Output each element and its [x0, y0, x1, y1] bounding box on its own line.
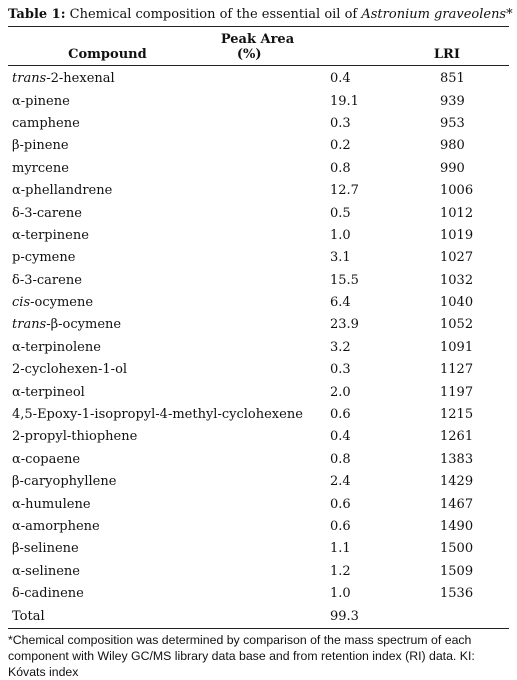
lri-cell: 1012 [440, 205, 474, 221]
compound-cell [8, 113, 330, 135]
table-row [8, 247, 509, 269]
compound-cell [8, 90, 330, 112]
peak-area-cell: 0.8 [330, 451, 351, 467]
lri-cell: 1006 [440, 183, 474, 199]
compound-cell [8, 561, 330, 583]
compound-cell [8, 359, 330, 381]
compound-cell [8, 605, 330, 627]
header-lri: LRI [433, 47, 460, 62]
peak-area-cell: 2.0 [330, 384, 351, 400]
table-row [8, 404, 509, 426]
header-peak-area [207, 27, 428, 65]
compound-name: -2-hexenal [46, 71, 115, 87]
lri-cell: 1127 [440, 362, 474, 378]
table-row [8, 225, 509, 247]
compound-name: myrcene [12, 160, 69, 176]
peak-area-cell: 1.2 [330, 563, 351, 579]
compound-name: α-terpinene [12, 227, 89, 243]
compound-prefix: cis [12, 295, 31, 311]
table-row [8, 538, 509, 560]
table-row [8, 202, 509, 224]
compound-cell [8, 225, 330, 247]
table-row [8, 337, 509, 359]
table-row [8, 449, 509, 471]
table-caption [8, 6, 513, 23]
compound-name: δ-3-carene [12, 205, 82, 221]
compound-cell [8, 404, 330, 426]
lri-cell: 1467 [440, 496, 474, 512]
peak-area-cell: 0.4 [330, 429, 351, 445]
compound-name: 2-cyclohexen-1-ol [12, 362, 128, 378]
lri-cell: 1019 [440, 227, 474, 243]
peak-area-cell: 12.7 [330, 183, 359, 199]
compound-cell [8, 337, 330, 359]
compound-name: α-terpineol [12, 384, 85, 400]
peak-area-cell: 3.1 [330, 250, 351, 266]
compound-prefix: trans [12, 317, 47, 333]
table-body [8, 66, 509, 628]
peak-area-cell: 99.3 [330, 608, 359, 624]
compound-name: β-selinene [12, 541, 79, 557]
peak-area-cell: 0.2 [330, 138, 351, 154]
lri-cell: 1215 [440, 407, 474, 423]
peak-area-cell: 0.5 [330, 205, 351, 221]
table-row [8, 270, 509, 292]
peak-area-cell: 0.3 [330, 362, 351, 378]
lri-cell: 1052 [440, 317, 474, 333]
compound-cell [8, 202, 330, 224]
compound-name: α-terpinolene [12, 339, 101, 355]
peak-area-cell: 1.0 [330, 586, 351, 602]
header-peak-area-line1: Peak Area [220, 32, 295, 47]
peak-area-cell: 0.3 [330, 115, 351, 131]
table-row [8, 66, 509, 90]
table-row [8, 426, 509, 448]
compound-cell [8, 247, 330, 269]
compound-cell [8, 493, 330, 515]
header-peak-area-line2: (%) [236, 47, 262, 62]
lri-cell: 1500 [440, 541, 474, 557]
compound-cell [8, 516, 330, 538]
peak-area-cell: 3.2 [330, 339, 351, 355]
compound-cell [8, 180, 330, 202]
table-row [8, 493, 509, 515]
compound-cell [8, 314, 330, 336]
lri-cell: 1509 [440, 563, 474, 579]
caption-text: Chemical composition of the essential oil of [65, 7, 362, 22]
compound-name: camphene [12, 115, 80, 131]
compound-name: α-selinene [12, 563, 80, 579]
compound-name: δ-cadinene [12, 586, 84, 602]
peak-area-cell: 0.6 [330, 407, 351, 423]
compound-cell [8, 538, 330, 560]
compound-name: α-phellandrene [12, 183, 113, 199]
table-row [8, 135, 509, 157]
compound-prefix: trans [12, 71, 47, 87]
peak-area-cell: 1.1 [330, 541, 351, 557]
compound-name: α-humulene [12, 496, 91, 512]
compound-cell [8, 292, 330, 314]
compound-name: -ocymene [30, 295, 94, 311]
compound-cell [8, 426, 330, 448]
compound-cell [8, 66, 330, 90]
lri-cell: 953 [440, 115, 465, 131]
table-row [8, 90, 509, 112]
compound-cell [8, 158, 330, 180]
table-row [8, 158, 509, 180]
lri-cell: 1091 [440, 339, 474, 355]
lri-cell: 1429 [440, 474, 474, 490]
compound-cell [8, 471, 330, 493]
compound-name: α-copaene [12, 451, 81, 467]
lri-cell: 980 [440, 138, 465, 154]
lri-cell: 1490 [440, 519, 474, 534]
compound-name: -β-ocymene [46, 317, 122, 333]
peak-area-cell: 6.4 [330, 295, 351, 311]
table-row [8, 516, 509, 538]
table-row [8, 561, 509, 583]
table-row [8, 583, 509, 605]
compound-name: p-cymene [12, 250, 76, 266]
table-row [8, 292, 509, 314]
peak-area-cell: 19.1 [330, 93, 359, 109]
lri-cell: 851 [440, 71, 465, 87]
peak-area-cell: 1.0 [330, 227, 351, 243]
composition-table [8, 27, 509, 65]
peak-area-cell: 0.6 [330, 519, 351, 534]
lri-cell: 939 [440, 93, 465, 109]
lri-cell: 1197 [440, 384, 474, 400]
lri-cell: 990 [440, 160, 465, 176]
compound-name: β-caryophyllene [12, 474, 117, 490]
compound-name: β-pinene [12, 138, 69, 154]
table-row [8, 359, 509, 381]
lri-cell [440, 605, 509, 627]
compound-cell [8, 270, 330, 292]
peak-area-cell: 15.5 [330, 272, 359, 288]
lri-cell: 1261 [440, 429, 474, 445]
lri-cell: 1536 [440, 586, 474, 602]
compound-name: δ-3-carene [12, 272, 82, 288]
bottom-rule [8, 628, 509, 629]
table-row [8, 180, 509, 202]
lri-cell: 1383 [440, 451, 474, 467]
compound-cell [8, 135, 330, 157]
lri-cell: 1040 [440, 295, 474, 311]
peak-area-cell: 0.6 [330, 496, 351, 512]
peak-area-cell: 0.8 [330, 160, 351, 176]
compound-name: 2-propyl-thiophene [12, 429, 138, 445]
compound-cell [8, 449, 330, 471]
compound-name: 4,5-Epoxy-1-isopropyl-4-methyl-cyclohexene [12, 407, 303, 423]
peak-area-cell: 0.4 [330, 71, 351, 87]
caption-marker: * [506, 7, 513, 22]
table-row [8, 605, 509, 627]
header-row [8, 27, 509, 65]
lri-cell: 1027 [440, 250, 474, 266]
table-footnote: *Chemical composition was determined by comparison of the mass spectrum of each component with Wiley GC/MS library data base and from retention index (RI) data. KI: Kóvats index [8, 632, 475, 679]
lri-cell: 1032 [440, 272, 474, 288]
compound-cell [8, 381, 330, 403]
table-row [8, 381, 509, 403]
composition-body [8, 66, 509, 628]
compound-name: α-amorphene [12, 519, 100, 534]
peak-area-cell: 23.9 [330, 317, 359, 333]
caption-species: Astronium graveolens [361, 7, 507, 22]
compound-name: α-pinene [12, 93, 70, 109]
header-compound: Compound [68, 47, 147, 62]
caption-label: Table 1: [8, 7, 66, 22]
peak-area-cell: 2.4 [330, 474, 351, 490]
compound-name: Total [12, 608, 45, 624]
table-row [8, 471, 509, 493]
compound-cell [8, 583, 330, 605]
table-row [8, 113, 509, 135]
table-row [8, 314, 509, 336]
